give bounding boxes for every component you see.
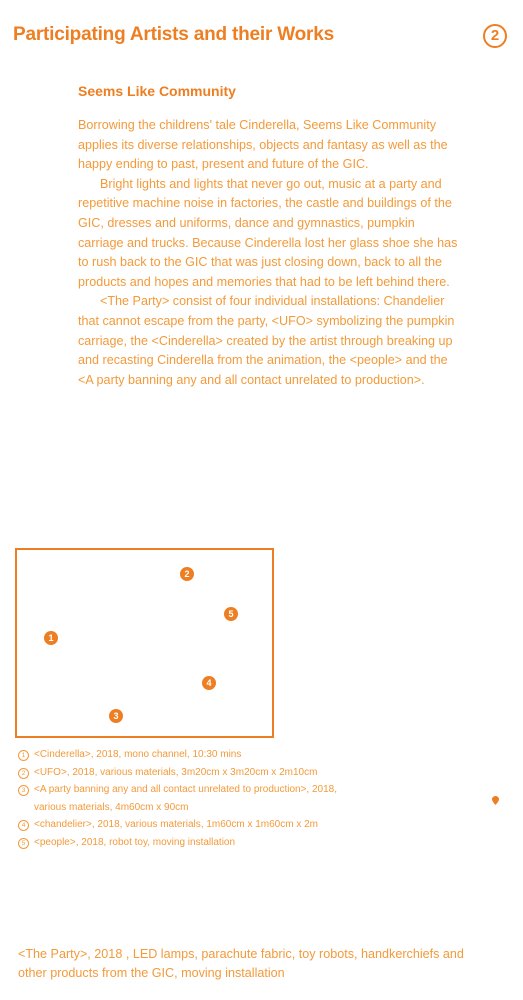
caption-text: <people>, 2018, robot toy, moving installation — [34, 836, 236, 848]
article-paragraph: Bright lights and lights that never go out, music at a party and repetitive machine noise in factories, the castle and buildings of the GIC, dresses and uniforms, dance and gymnastics, pumpkin carriage and trucks. Because Cinderella lost her glass shoe she has to rush back to the GIC that was just closing down, back to all the products and hopes and memories that had to be left behind there. — [78, 176, 458, 289]
article-paragraph: Borrowing the childrens' tale Cinderella, Seems Like Community applies its diverse relationships, objects and fantasy as well as the happy ending to past, present and future of the GIC. — [78, 118, 448, 172]
page-header-title: Participating Artists and their Works — [13, 24, 334, 45]
plan-marker-5: 5 — [224, 607, 238, 621]
caption-item — [18, 781, 368, 816]
caption-item — [18, 834, 368, 852]
caption-item — [18, 816, 368, 834]
caption-item — [18, 764, 368, 782]
article-title: Seems Like Community — [78, 83, 236, 99]
plan-marker-1: 1 — [44, 631, 58, 645]
installation-floor-plan — [15, 548, 274, 738]
article-paragraph: <The Party> consist of four individual installations: Chandelier that cannot escape from the party, <UFO> symbolizing the pumpkin carriage, the <Cinderella> created by the artist through breaking up and recasting Cinderella from the animation, the <people> and the <A party banning any and all contact unrelated to production>. — [78, 294, 455, 387]
caption-text: <A party banning any and all contact unrelated to production>, 2018, various materials, 4m60cm x 90cm — [34, 784, 337, 813]
caption-number: 3 — [18, 785, 29, 796]
caption-text: <UFO>, 2018, various materials, 3m20cm x 3m20cm x 2m10cm — [34, 766, 318, 778]
artwork-caption-list — [18, 746, 368, 851]
caption-item — [18, 746, 368, 764]
caption-text: <chandelier>, 2018, various materials, 1m60cm x 1m60cm x 2m — [34, 819, 319, 830]
caption-number: 1 — [18, 750, 29, 761]
caption-number: 5 — [18, 838, 29, 849]
caption-text: <Cinderella>, 2018, mono channel, 10:30 mins — [34, 749, 242, 760]
artwork-main-caption: <The Party>, 2018 , LED lamps, parachute fabric, toy robots, handkerchiefs and other products from the GIC, moving installation — [18, 947, 464, 980]
plan-marker-2: 2 — [180, 567, 194, 581]
page-number-badge: 2 — [483, 24, 507, 48]
caption-number: 2 — [18, 768, 29, 779]
location-pin-icon — [492, 796, 499, 805]
plan-marker-3: 3 — [109, 709, 123, 723]
plan-marker-4: 4 — [202, 676, 216, 690]
caption-number: 4 — [18, 820, 29, 831]
article-body — [78, 116, 460, 390]
